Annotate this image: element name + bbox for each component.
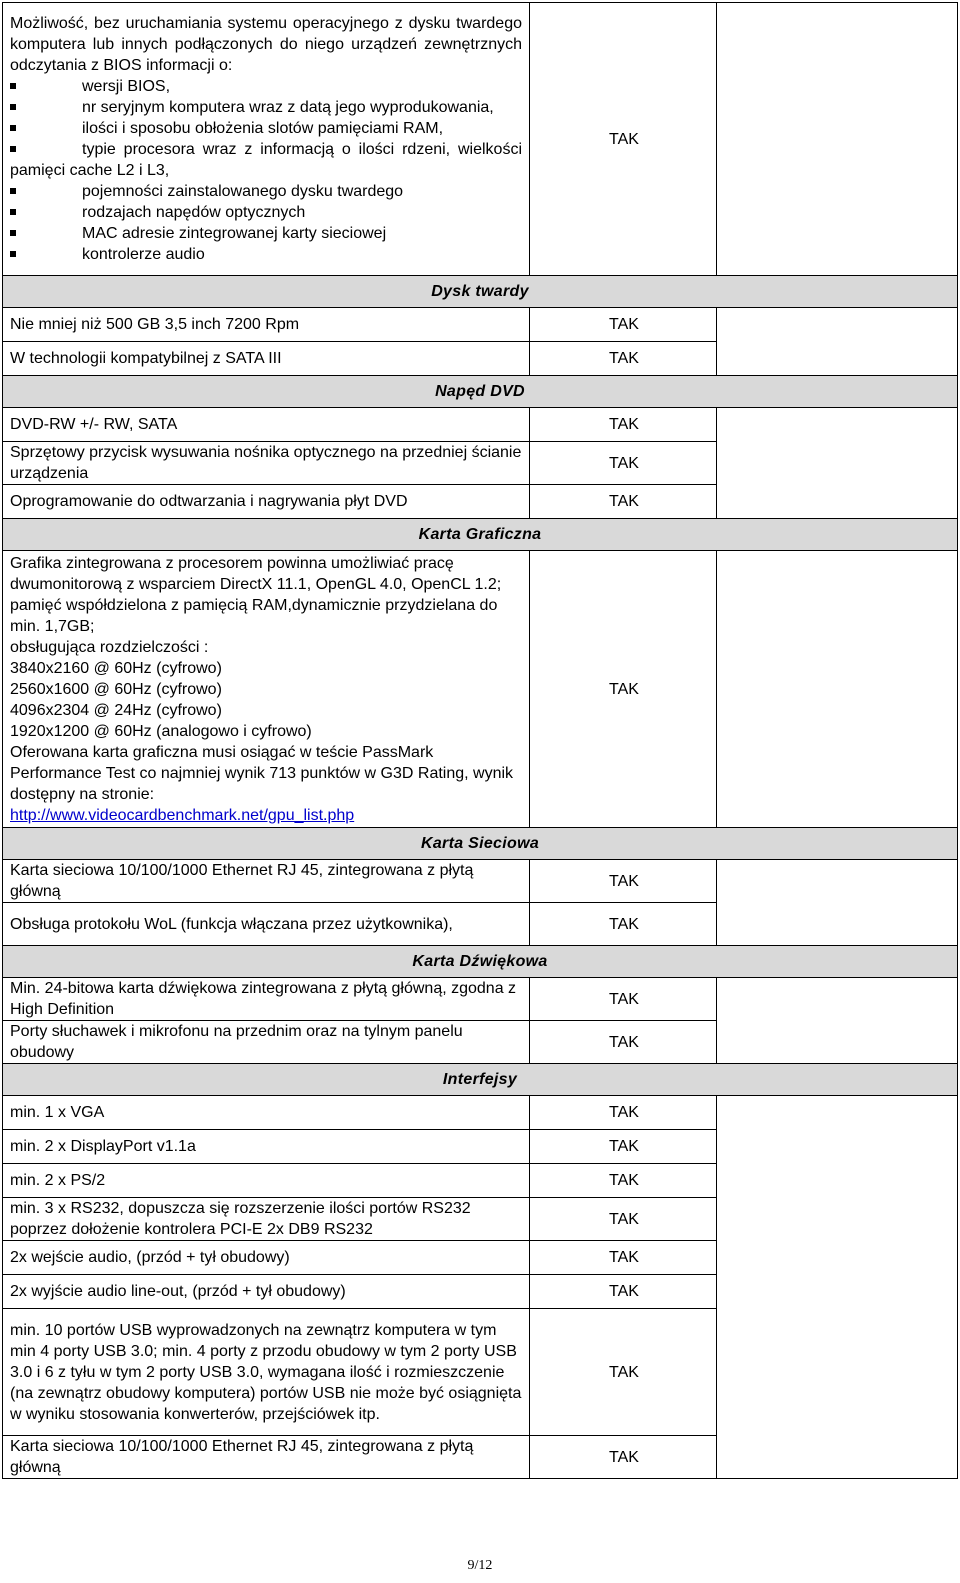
table-row: [3, 860, 958, 903]
compliance-value: TAK: [530, 1164, 717, 1198]
notes-cell: [717, 408, 958, 519]
resolution-item: 3840x2160 @ 60Hz (cyfrowo): [10, 659, 222, 677]
requirement-text: Karta sieciowa 10/100/1000 Ethernet RJ 45, zintegrowana z płytą główną: [3, 1436, 530, 1479]
list-item: nr seryjnym komputera wraz z datą jego wyprodukowania,: [10, 97, 522, 118]
section-title: Napęd DVD: [3, 376, 958, 408]
compliance-value: TAK: [530, 308, 717, 342]
compliance-value: TAK: [530, 1198, 717, 1241]
table-row: [3, 551, 958, 828]
section-title: Karta Graficzna: [3, 519, 958, 551]
notes-cell: [717, 978, 958, 1064]
compliance-value: TAK: [530, 903, 717, 946]
requirement-text: Grafika zintegrowana z procesorem powinna umożliwiać pracę dwumonitorową z wsparciem DirectX 11.1, OpenGL 4.0, OpenCL 1.2; pamięć współdzielona z pamięcią RAM,dynamicznie przydzielana do min. 1,7GB;: [10, 554, 502, 635]
list-item: ilości i sposobu obłożenia slotów pamięciami RAM,: [10, 118, 522, 139]
list-item: wersji BIOS,: [10, 76, 522, 97]
resolution-item: 1920x1200 @ 60Hz (analogowo i cyfrowo): [10, 722, 312, 740]
section-title: Karta Sieciowa: [3, 828, 958, 860]
section-header-row: [3, 946, 958, 978]
compliance-value: TAK: [530, 442, 717, 485]
compliance-value: TAK: [530, 1309, 717, 1436]
requirement-text: Oprogramowanie do odtwarzania i nagrywania płyt DVD: [3, 485, 530, 519]
compliance-value: TAK: [530, 3, 717, 276]
notes-cell: [717, 3, 958, 276]
resolution-item: 4096x2304 @ 24Hz (cyfrowo): [10, 701, 222, 719]
requirement-text: min. 10 portów USB wyprowadzonych na zewnątrz komputera w tym min 4 porty USB 3.0; min. 4 porty z przodu obudowy w tym 2 porty USB 3.0 i 6 z tyłu w tym 2 porty USB 3.0, wymagana ilość i rozmieszczenie (na zewnątrz obudowy komputera) portów USB nie może być osiągnięta w wyniku stosowania konwerterów, przejściówek itp.: [3, 1309, 530, 1436]
compliance-value: TAK: [530, 978, 717, 1021]
gpu-requirement-cell: [3, 551, 530, 828]
notes-cell: [717, 551, 958, 828]
section-header-row: [3, 376, 958, 408]
requirement-text: Porty słuchawek i mikrofonu na przednim oraz na tylnym panelu obudowy: [3, 1021, 530, 1064]
requirement-text: Nie mniej niż 500 GB 3,5 inch 7200 Rpm: [3, 308, 530, 342]
compliance-value: TAK: [530, 408, 717, 442]
compliance-value: TAK: [530, 860, 717, 903]
section-title: Karta Dźwiękowa: [3, 946, 958, 978]
requirement-text: min. 3 x RS232, dopuszcza się rozszerzenie ilości portów RS232 poprzez dołożenie kontrolera PCI-E 2x DB9 RS232: [3, 1198, 530, 1241]
list-item: rodzajach napędów optycznych: [10, 202, 522, 223]
requirement-text: Min. 24-bitowa karta dźwiękowa zintegrowana z płytą główną, zgodna z High Definition: [3, 978, 530, 1021]
section-title: Interfejsy: [3, 1064, 958, 1096]
section-title: Dysk twardy: [3, 276, 958, 308]
table-row: [3, 3, 958, 276]
requirement-text: min. 2 x PS/2: [3, 1164, 530, 1198]
requirement-text: min. 1 x VGA: [3, 1096, 530, 1130]
list-item: typie procesora wraz z informacją o ilości rdzeni, wielkości pamięci cache L2 i L3,: [10, 141, 522, 179]
compliance-value: TAK: [530, 1096, 717, 1130]
requirement-text: Sprzętowy przycisk wysuwania nośnika optycznego na przedniej ścianie urządzenia: [3, 442, 530, 485]
table-row: [3, 1096, 958, 1130]
section-header-row: [3, 828, 958, 860]
compliance-value: TAK: [530, 1130, 717, 1164]
compliance-value: TAK: [530, 551, 717, 828]
section-header-row: [3, 276, 958, 308]
notes-cell: [717, 308, 958, 376]
compliance-value: TAK: [530, 485, 717, 519]
requirement-text: min. 2 x DisplayPort v1.1a: [3, 1130, 530, 1164]
section-header-row: [3, 1064, 958, 1096]
requirement-text: Oferowana karta graficzna musi osiągać w teście PassMark Performance Test co najmniej wynik 713 punktów w G3D Rating, wynik dostępny na stronie:: [10, 743, 514, 803]
requirement-text: 2x wyjście audio line-out, (przód + tył obudowy): [3, 1275, 530, 1309]
requirement-text: Obsługa protokołu WoL (funkcja włączana przez użytkownika),: [3, 903, 530, 946]
page-number: 9/12: [467, 1558, 493, 1573]
list-item: pojemności zainstalowanego dysku twardego: [10, 181, 522, 202]
table-row: [3, 408, 958, 442]
compliance-value: TAK: [530, 1021, 717, 1064]
requirement-text: DVD-RW +/- RW, SATA: [3, 408, 530, 442]
notes-cell: [717, 860, 958, 946]
list-item: kontrolerze audio: [10, 244, 522, 265]
notes-cell: [717, 1096, 958, 1479]
bios-intro-text: Możliwość, bez uruchamiania systemu operacyjnego z dysku twardego komputera lub innych podłączonych do niego urządzeń zewnętrznych odczytania z BIOS informacji o:: [10, 15, 522, 74]
bios-requirement-cell: [3, 3, 530, 276]
benchmark-link[interactable]: http://www.videocardbenchmark.net/gpu_list.php: [10, 806, 355, 824]
compliance-value: TAK: [530, 1241, 717, 1275]
compliance-value: TAK: [530, 1275, 717, 1309]
requirement-text: Karta sieciowa 10/100/1000 Ethernet RJ 45, zintegrowana z płytą główną: [3, 860, 530, 903]
compliance-value: TAK: [530, 342, 717, 376]
list-item: MAC adresie zintegrowanej karty sieciowej: [10, 223, 522, 244]
section-header-row: [3, 519, 958, 551]
requirement-text: 2x wejście audio, (przód + tył obudowy): [3, 1241, 530, 1275]
requirement-text: obsługująca rozdzielczości :: [10, 638, 209, 656]
resolution-item: 2560x1600 @ 60Hz (cyfrowo): [10, 680, 222, 698]
requirement-text: W technologii kompatybilnej z SATA III: [3, 342, 530, 376]
table-row: [3, 978, 958, 1021]
table-row: [3, 308, 958, 342]
specification-table: [2, 2, 958, 1479]
compliance-value: TAK: [530, 1436, 717, 1479]
